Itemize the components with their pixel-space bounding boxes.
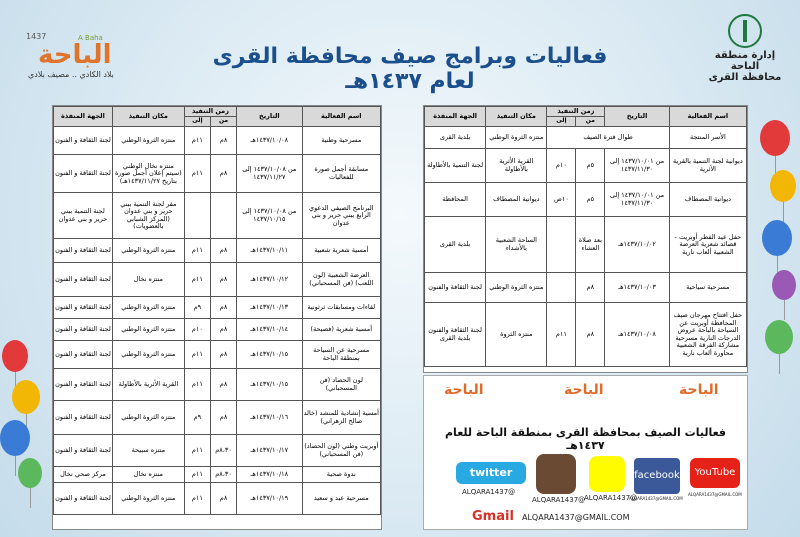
cell-place: مقر لجنة التنمية ببني حرير و بني عدوان (المركز الشبابي بالعضويات) — [112, 193, 184, 239]
cell-entity: لجنة الثقافة و الفنون — [54, 401, 113, 435]
balloon-decoration — [762, 220, 792, 256]
cell-to: ١١م — [184, 263, 210, 297]
balloon-decoration — [765, 320, 793, 354]
cell-to: ١١م — [184, 369, 210, 401]
table-row — [54, 297, 381, 319]
gmail-email: ALQARA1437@GMAIL.COM — [522, 513, 630, 522]
cell-from: ٨م — [210, 239, 236, 263]
balloon-decoration — [18, 458, 42, 488]
cell-event: مسرحية سياحية — [669, 273, 746, 303]
facebook-email: ALQARA1437@GMAIL.COM — [629, 496, 683, 501]
cell-to: ١١م — [184, 127, 210, 155]
cell-entity: لجنة الثقافة و الفنون — [54, 341, 113, 369]
gmail-icon: Gmail — [472, 509, 514, 524]
cell-entity: لجنة التنمية ببني حرير و بني عدوان — [54, 193, 113, 239]
cell-event: أمسية شعرية (فصيحة) — [302, 319, 380, 341]
balloon-decoration — [770, 170, 796, 202]
cell-entity: لجنة الثقافة والفنون بلدية القرى — [425, 303, 486, 367]
cell-event: لقاءات ومسابقات ثرثونية — [302, 297, 380, 319]
cell-to: ١١م — [184, 341, 210, 369]
col-place: مكان التنفيذ — [112, 107, 184, 127]
events-table — [53, 106, 381, 515]
cell-entity: بلدية القرى — [425, 127, 486, 149]
cell-place: منتزه نخال — [112, 263, 184, 297]
logo-tagline: بلاد الكادي .. مصيف بلادي — [28, 70, 114, 79]
cell-date: ١٤٣٧/١٠/٠٣هـ — [605, 273, 669, 303]
youtube-icon: YouTube — [690, 458, 740, 488]
cell-entity: المحافظة — [425, 183, 486, 217]
cell-place: منتزه نخال الوطني (سيتم إعلان أجمل صورة بتاريخ ١٤٣٧/١١/٢٧هـ) — [112, 155, 184, 193]
balloon-decoration — [2, 340, 28, 372]
cell-to: ٩م — [184, 297, 210, 319]
cell-event: حفل عيد الفطر أوبريت - قصائد شعرية العرضة الشعبية ألعاب نارية — [669, 217, 746, 273]
table-row — [425, 183, 747, 217]
table-row — [54, 239, 381, 263]
cell-entity: لجنة الثقافة والفنون — [425, 273, 486, 303]
baha-logo — [18, 10, 128, 85]
cell-from: ٥م — [576, 183, 605, 217]
twitter-handle: ALQARA1437@ — [462, 488, 516, 496]
cell-date: ١٤٣٧/١٠/١٤هـ — [237, 319, 302, 341]
cell-place: منتزه سبيحة — [112, 435, 184, 467]
cell-from: ٨م — [210, 369, 236, 401]
cell-entity: لجنة الثقافة و الفنون — [54, 263, 113, 297]
cell-event: مسرحية عن السياحة بمنطقة الباحة — [302, 341, 380, 369]
cell-event: مسابقة أجمل صورة للفعاليات — [302, 155, 380, 193]
cell-date: ١٤٣٧/١٠/١٥هـ — [237, 341, 302, 369]
cell-date: ١٤٣٧/١٠/١٦هـ — [237, 401, 302, 435]
cell-event: ندوة صحية — [302, 467, 380, 483]
cell-from: ٨م — [210, 341, 236, 369]
cell-place: منتزه الثروة الوطني — [486, 273, 547, 303]
col-from: من — [576, 117, 605, 127]
cell-date: من ١٤٣٧/١٠/٠١ إلى ١٤٣٧/١١/٣٠ — [605, 183, 669, 217]
cell-to: ١١م — [184, 155, 210, 193]
cell-to — [547, 217, 576, 273]
balloon-decoration — [0, 420, 30, 456]
cell-date: ١٤٣٧/١٠/١٩هـ — [237, 483, 302, 515]
cell-to — [547, 273, 576, 303]
cell-to: ١٠ص — [547, 183, 576, 217]
cell-from: ٨م — [210, 319, 236, 341]
col-date: التاريخ — [237, 107, 302, 127]
table-row — [54, 193, 381, 239]
cell-date: ١٤٣٧/١٠/٠٢هـ — [605, 217, 669, 273]
cell-from: ٨م — [210, 401, 236, 435]
cell-entity: لجنة الثقافة و الفنون — [54, 155, 113, 193]
cell-to: ١١م — [184, 467, 210, 483]
table-row — [54, 467, 381, 483]
cell-from: ٨م — [576, 273, 605, 303]
cell-place: ديوانية المصطاف — [486, 183, 547, 217]
cell-entity: لجنة الثقافة و الفنون — [54, 239, 113, 263]
cell-place: منتزه الثروة الوطني — [486, 127, 547, 149]
logo-line2: محافظة القرى — [708, 72, 782, 83]
cell-to: ١١م — [184, 435, 210, 467]
cell-place: منتزه نخال — [112, 467, 184, 483]
promo-title: فعاليات الصيف بمحافظة القرى بمنطقة الباحة للعام ١٤٣٧هـ — [445, 426, 726, 452]
balloon-decoration — [12, 380, 40, 414]
col-event: اسم الفعالية — [302, 107, 380, 127]
cell-from: ٨م — [210, 483, 236, 515]
cell-event: الأسر المنتجة — [669, 127, 746, 149]
cell-event: أمسية إنشادية للمنشد (خالد صالح الزهراني) — [302, 401, 380, 435]
logo-line1: إدارة منطقة الباحة — [714, 50, 776, 72]
table-row — [54, 483, 381, 515]
col-time: زمن التنفيذ — [547, 107, 605, 117]
cell-date: ١٤٣٧/١٠/١٧هـ — [237, 435, 302, 467]
page-title: فعاليات وبرامج صيف محافظة القرى لعام ١٤٣٧هـ — [212, 44, 608, 94]
cell-date: من ١٤٣٧/١٠/٠١ إلى ١٤٣٧/١١/٣٠ — [605, 149, 669, 183]
youtube-email: ALQARA1437@GMAIL.COM — [688, 492, 742, 497]
cell-place: منتزه الثروة الوطني — [112, 239, 184, 263]
cell-place: منتزه الثروة الوطني — [112, 297, 184, 319]
cell-place: منتزه الثروة الوطني — [112, 319, 184, 341]
cell-event: حفل افتتاح مهرجان صيف المحافظة أوبريت عن السياحة بالباحة عروض الدرجات النارية مسرحية مشاركة الفرقة الشعبية محاورة ألعاب نارية — [669, 303, 746, 367]
table-row — [54, 127, 381, 155]
col-place: مكان التنفيذ — [486, 107, 547, 127]
cell-to: ١١م — [547, 303, 576, 367]
cell-place: منتزه الثروة — [486, 303, 547, 367]
balloon-decoration — [760, 120, 790, 156]
cell-place: منتزه الثروة الوطني — [112, 127, 184, 155]
cell-to — [184, 193, 210, 239]
right-events-table — [423, 105, 748, 373]
cell-from: ٨م — [210, 155, 236, 193]
cell-from: بعد صلاة العشاء — [576, 217, 605, 273]
ministry-logo — [700, 10, 790, 100]
col-entity: الجهة المنفذة — [425, 107, 486, 127]
table-row — [54, 369, 381, 401]
cell-to: ٩م — [184, 401, 210, 435]
cell-place: القرية الأثرية بالأطاولة — [112, 369, 184, 401]
cell-from: ٨م — [576, 303, 605, 367]
cell-entity: لجنة الثقافة و الفنون — [54, 369, 113, 401]
cell-from: ٨م — [210, 127, 236, 155]
cell-date: من ١٤٣٧/١٠/٠٨ إلى ١٤٣٧/١٠/١٥ — [237, 193, 302, 239]
table-row — [425, 149, 747, 183]
cell-from: ٥م — [576, 149, 605, 183]
logo-year: 1437 — [26, 32, 47, 41]
social-promo — [423, 375, 748, 530]
cell-entity: لجنة الثقافة و الفنون — [54, 319, 113, 341]
cell-entity: لجنة الثقافة و الفنون — [54, 483, 113, 515]
cell-date: ١٤٣٧/١٠/١٥هـ — [237, 369, 302, 401]
cell-entity: مركز صحي نخال — [54, 467, 113, 483]
promo-logo: الباحة — [679, 382, 719, 398]
cell-from: ٨،٣٠م — [210, 467, 236, 483]
cell-to: ١١م — [184, 239, 210, 263]
cell-date: ١٤٣٧/١٠/١٣هـ — [237, 297, 302, 319]
cell-date: ١٤٣٧/١٠/٠٨هـ — [605, 303, 669, 367]
cell-event: العرضة الشعبية (لون اللعب) (فن المسحباني) — [302, 263, 380, 297]
cell-to: ١٠م — [184, 319, 210, 341]
cell-date: ١٤٣٧/١٠/١٢هـ — [237, 263, 302, 297]
cell-entity: بلدية القرى — [425, 217, 486, 273]
cell-from: ٨م — [210, 297, 236, 319]
logo-text: الباحة — [38, 40, 112, 70]
facebook-icon: facebook — [634, 458, 680, 494]
cell-entity: لجنة الثقافة و الفنون — [54, 127, 113, 155]
cell-from: ٨،٣٠م — [210, 435, 236, 467]
snapchat-handle: ALQARA1437@ — [584, 494, 638, 502]
table-row — [425, 217, 747, 273]
snapchat-icon — [589, 456, 625, 492]
table-row — [54, 263, 381, 297]
col-entity: الجهة المنفذة — [54, 107, 113, 127]
cell-entity: لجنة الثقافة و الفنون — [54, 297, 113, 319]
instagram-icon — [536, 454, 576, 494]
cell-place: منتزه الثروة الوطني — [112, 483, 184, 515]
table-row — [54, 319, 381, 341]
cell-event: أمسية شعرية شعبية — [302, 239, 380, 263]
cell-date: من ١٤٣٧/١٠/٠٨ إلى ١٤٣٧/١١/٢٧ — [237, 155, 302, 193]
promo-logo: الباحة — [564, 382, 604, 398]
cell-event: ديوانية المصطاف — [669, 183, 746, 217]
table-row — [425, 273, 747, 303]
cell-place: منتزه الثروة الوطني — [112, 401, 184, 435]
col-event: اسم الفعالية — [669, 107, 746, 127]
table-row — [54, 435, 381, 467]
cell-event: أوبريت وطني (لون الحصاد) (فن المسحباني) — [302, 435, 380, 467]
cell-event: مسرحية وطنية — [302, 127, 380, 155]
cell-date: ١٤٣٧/١٠/٠٨هـ — [237, 127, 302, 155]
logo-sub: A Baha — [78, 34, 103, 42]
cell-from — [210, 193, 236, 239]
cell-entity: لجنة التنمية بالأطاولة — [425, 149, 486, 183]
cell-to: ١٠م — [547, 149, 576, 183]
cell-event: لون الحصاد (فن المسحباني) — [302, 369, 380, 401]
promo-logo: الباحة — [444, 382, 484, 398]
table-row — [54, 155, 381, 193]
cell-event: مسرحية عيد و سعيد — [302, 483, 380, 515]
col-to: إلى — [547, 117, 576, 127]
cell-place: الساحة الشعبية بالأشداء — [486, 217, 547, 273]
col-to: إلى — [184, 117, 210, 127]
emblem-icon — [728, 14, 762, 48]
cell-event: البرنامج الصيفي الدعوي الرابع ببني حرير و بني عدوان — [302, 193, 380, 239]
cell-to: ١١م — [184, 483, 210, 515]
cell-place: منتزه الثروة الوطني — [112, 341, 184, 369]
cell-from: ٨م — [210, 263, 236, 297]
left-events-table — [52, 105, 382, 530]
events-table — [424, 106, 747, 367]
cell-date: ١٤٣٧/١٠/١١هـ — [237, 239, 302, 263]
cell-place: القرية الأثرية بالأطاولة — [486, 149, 547, 183]
cell-date: طوال فترة الصيف — [547, 127, 669, 149]
table-row — [54, 341, 381, 369]
col-time: زمن التنفيذ — [184, 107, 236, 117]
balloon-decoration — [772, 270, 796, 300]
instagram-handle: ALQARA1437@ — [532, 496, 586, 504]
twitter-icon: twitter — [456, 462, 526, 484]
col-from: من — [210, 117, 236, 127]
table-row — [425, 303, 747, 367]
cell-date: ١٤٣٧/١٠/١٨هـ — [237, 467, 302, 483]
table-row — [425, 127, 747, 149]
cell-entity: لجنة الثقافة و الفنون — [54, 435, 113, 467]
table-row — [54, 401, 381, 435]
col-date: التاريخ — [605, 107, 669, 127]
cell-event: ديوانية لجنة التنمية بالقرية الأثرية — [669, 149, 746, 183]
